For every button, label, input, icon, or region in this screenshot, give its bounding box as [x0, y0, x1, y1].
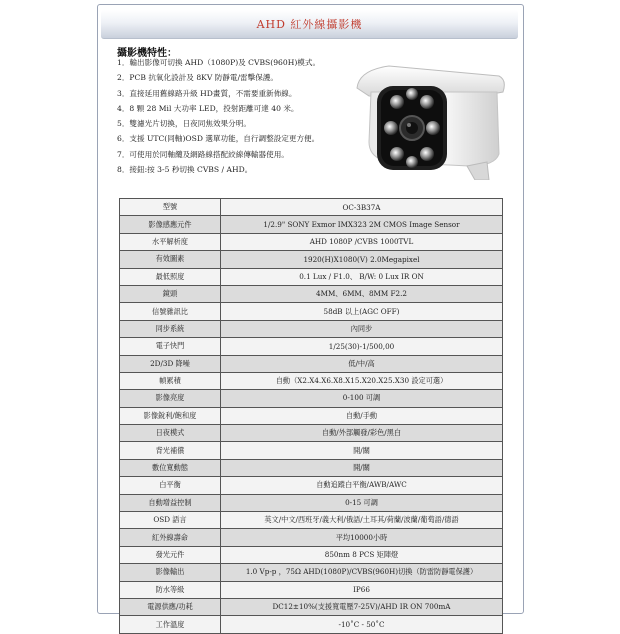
feature-item: 1．輸出影像可切換 AHD（1080P)及 CVBS(960H)模式。 [117, 58, 321, 67]
table-row [120, 616, 503, 633]
feature-item: 2．PCB 抗氧化設計及 8KV 防靜電/雷擊保護。 [117, 73, 279, 83]
camera-image [349, 62, 509, 180]
table-row [120, 251, 503, 268]
spec-value: 自動（X2.X4.X6.X8.X15.X20.X25.X30 設定可選） [221, 372, 503, 389]
spec-label: 紅外線壽命 [120, 529, 221, 546]
spec-value: 0-15 可調 [221, 494, 503, 511]
spec-value: 0-100 可調 [221, 390, 503, 407]
spec-label: 有效圖素 [120, 251, 221, 268]
spec-label: 幀累積 [120, 372, 221, 389]
spec-value: 自動/外部觸發/彩色/黑白 [221, 425, 503, 442]
spec-value: 4MM、6MM、8MM F2.2 [221, 285, 503, 302]
spec-value: IP66 [221, 581, 503, 598]
spec-label: 最低照度 [120, 268, 221, 285]
spec-value: DC12±10%(支援寬電壓7-25V)/AHD IR ON 700mA [221, 598, 503, 615]
table-row [120, 598, 503, 615]
spec-label: 數位寬動態 [120, 459, 221, 476]
spec-label: 信號雜訊比 [120, 303, 221, 320]
table-row [120, 372, 503, 389]
spec-label: 日夜模式 [120, 425, 221, 442]
features-heading: 攝影機特性： [117, 48, 177, 59]
table-row [120, 320, 503, 337]
spec-value: 0.1 Lux / F1.0、 B/W: 0 Lux IR ON [221, 268, 503, 285]
spec-value: 1/2.9" SONY Exmor IMX323 2M CMOS Image Sensor [221, 216, 503, 233]
spec-value: 自動/手動 [221, 407, 503, 424]
table-row [120, 268, 503, 285]
spec-value: 1920(H)X1080(V) 2.0Megapixel [221, 251, 503, 268]
table-row [120, 199, 503, 216]
feature-list [117, 55, 320, 177]
spec-value: OC-3B37A [221, 199, 503, 216]
table-row [120, 407, 503, 424]
table-row [120, 355, 503, 372]
spec-value: 開/關 [221, 459, 503, 476]
spec-value: 58dB 以上(AGC OFF) [221, 303, 503, 320]
spec-value: 平均10000小時 [221, 529, 503, 546]
table-row [120, 477, 503, 494]
spec-label: 影像輸出 [120, 564, 221, 581]
spec-label: 工作溫度 [120, 616, 221, 633]
table-row [120, 425, 503, 442]
spec-label: 影像銳利/飽和度 [120, 407, 221, 424]
spec-label: 防水等級 [120, 581, 221, 598]
spec-value: 開/關 [221, 442, 503, 459]
spec-value: 內同步 [221, 320, 503, 337]
table-row [120, 390, 503, 407]
spec-label: 影像感應元件 [120, 216, 221, 233]
feature-item: 6．支援 UTC(同軸)OSD 選單功能，自行調整設定更方便。 [117, 134, 320, 144]
spec-label: 發光元件 [120, 546, 221, 563]
spec-label: 背光補償 [120, 442, 221, 459]
table-row [120, 546, 503, 563]
table-row [120, 459, 503, 476]
spec-table [119, 198, 503, 634]
spec-label: OSD 語言 [120, 512, 221, 529]
feature-item: 4．8 顆 28 Mil 大功率 LED，投射距離可達 40 米。 [117, 103, 299, 113]
spec-label: 電源供應/功耗 [120, 598, 221, 615]
spec-value: -10˚C - 50˚C [221, 616, 503, 633]
table-row [120, 581, 503, 598]
feature-item: 8．接鈕:按 3-5 秒切換 CVBS / AHD。 [117, 165, 253, 175]
table-row [120, 529, 503, 546]
spec-value: 英文/中文/西班牙/義大利/俄語/土耳其/荷蘭/波蘭/葡萄語/德語 [221, 512, 503, 529]
spec-label: 2D/3D 降噪 [120, 355, 221, 372]
spec-value: 1.0 Vp-p ，75Ω AHD(1080P)/CVBS(960H)切換（防雷防靜電保護） [221, 564, 503, 581]
spec-label: 電子快門 [120, 338, 221, 355]
spec-value: 1/25(30)-1/500,00 [221, 338, 503, 355]
table-row [120, 512, 503, 529]
spec-value: 低/中/高 [221, 355, 503, 372]
spec-value: 自動追蹤白平衡/AWB/AWC [221, 477, 503, 494]
table-row [120, 442, 503, 459]
spec-label: 鏡頭 [120, 285, 221, 302]
spec-value: 850nm 8 PCS 矩陣燈 [221, 546, 503, 563]
spec-label: 同步系統 [120, 320, 221, 337]
table-row [120, 285, 503, 302]
spec-label: 型號 [120, 199, 221, 216]
feature-item: 5．雙濾光片切換，日夜同焦效果分明。 [117, 119, 251, 129]
feature-item: 7．可使用於同軸纜及網路線搭配絞線傳輸器使用。 [117, 149, 289, 159]
spec-label: 水平解析度 [120, 233, 221, 250]
spec-label: 自動增益控制 [120, 494, 221, 511]
spec-value: AHD 1080P /CVBS 1000TVL [221, 233, 503, 250]
table-row [120, 233, 503, 250]
feature-item: 3．直接延用舊線路升級 HD畫質，不需要重新佈線。 [117, 88, 297, 98]
spec-label: 影像亮度 [120, 390, 221, 407]
table-row [120, 564, 503, 581]
table-row [120, 216, 503, 233]
page-title: AHD 紅外線攝影機 [101, 10, 518, 39]
table-row [120, 338, 503, 355]
table-row [120, 303, 503, 320]
table-row [120, 494, 503, 511]
spec-label: 白平衡 [120, 477, 221, 494]
